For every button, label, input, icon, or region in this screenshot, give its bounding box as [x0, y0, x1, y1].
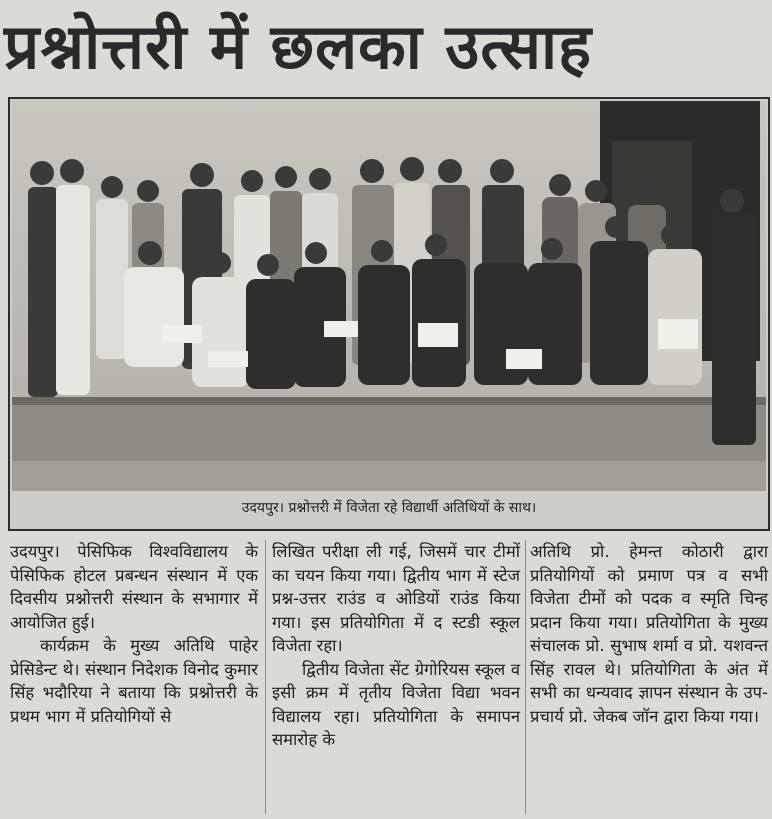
article-column-2 — [272, 540, 520, 814]
article-column-1 — [10, 540, 258, 814]
photo-caption: उदयपुर। प्रश्नोत्तरी में विजेता रहे विद्यार्थी अतिथियों के साथ। — [241, 500, 537, 516]
group-photo — [12, 101, 766, 491]
paragraph: उदयपुर। पेसिफिक विश्वविद्यालय के पेसिफिक होटल प्रबन्धन संस्थान में एक दिवसीय प्रश्नोत्तरी संस्थान के सभागार में आयोजित हुई। — [10, 542, 258, 632]
paragraph: कार्यक्रम के मुख्य अतिथि पाहेर प्रेसिडेन्ट थे। संस्थान निदेशक विनोद कुमार सिंह भदौरिया ने बताया कि प्रश्नोत्तरी के प्रथम भाग में प्रतियोगियों से — [10, 636, 258, 726]
column-divider — [265, 540, 266, 814]
paragraph: अतिथि प्रो. हेमन्त कोठारी द्वारा प्रतियोगियों को प्रमाण पत्र व सभी विजेता टीमों को पदक व स्मृति चिन्ह प्रदान किया गया। प्रतियोगिता के मुख्य संचालक प्रो. सुभाष शर्मा व प्रो. यशवन्त सिंह रावल थे। प्रतियोगिता के अंत में सभी का धन्यवाद ज्ञापन संस्थान के उप-प्रचार्य प्रो. जेकब जॉन द्वारा किया गया। — [530, 542, 768, 726]
headline: प्रश्नोत्तरी में छलका उत्साह — [4, 10, 593, 83]
photo-frame — [8, 97, 770, 531]
group-photo-illustration — [12, 101, 766, 491]
article-column-3 — [530, 540, 768, 814]
paragraph: लिखित परीक्षा ली गई, जिसमें चार टीमों का चयन किया गया। द्वितीय भाग में स्टेज प्रश्न-उत्तर राउंड व ओडियों राउंड किया गया। इस प्रतियोगिता में द स्टडी स्कूल विजेता रहा। — [272, 542, 520, 655]
article-body — [8, 540, 768, 814]
paragraph: द्वितीय विजेता सेंट ग्रेगोरियस स्कूल व इसी क्रम में तृतीय विजेता विद्या भवन विद्यालय रहा। प्रतियोगिता के समापन समारोह के — [272, 659, 520, 749]
column-divider — [525, 540, 526, 814]
